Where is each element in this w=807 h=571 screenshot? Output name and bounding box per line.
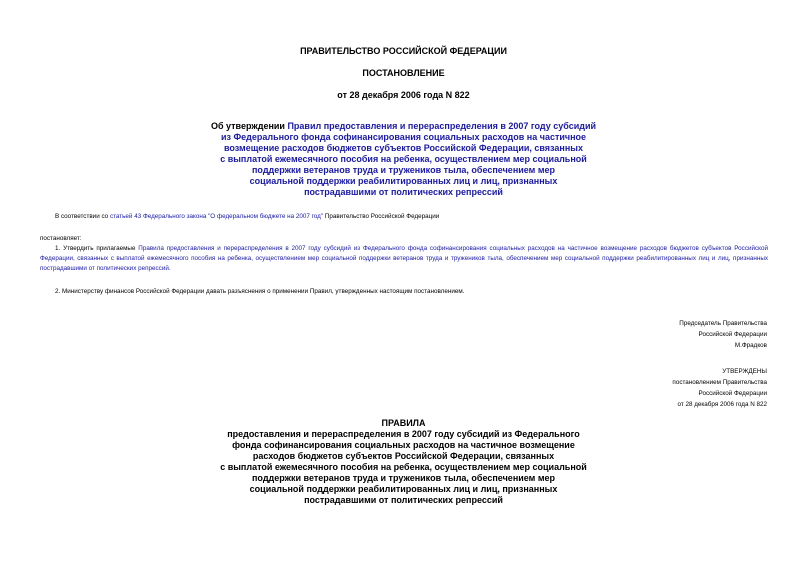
rules-title-line: пострадавшими от политических репрессий [304, 495, 503, 505]
preamble-text: Правительство Российской Федерации [323, 213, 440, 220]
rules-title-line: расходов бюджетов субъектов Российской Федерации, связанных [252, 451, 555, 461]
signature-name: М.Фрадков [734, 342, 767, 349]
law-article-link[interactable]: статьей 43 Федерального закона "О федеральном бюджете на 2007 год" [109, 213, 324, 220]
title-link-line[interactable]: из Федерального фонда софинансирования социальных расходов на частичное [220, 132, 587, 142]
document-type: ПОСТАНОВЛЕНИЕ [362, 68, 445, 78]
rules-title-line: поддержки ветеранов труда и тружеников тыла, обеспечением мер [252, 473, 555, 483]
item-1-text: 1. Утвердить прилагаемые [55, 245, 139, 252]
document-date-number: от 28 декабря 2006 года N 822 [337, 90, 470, 100]
title-link-line[interactable]: поддержки ветеранов труда и тружеников тыла, обеспечением мер [252, 165, 555, 175]
signature-position: Председатель Правительства [679, 320, 767, 327]
title-prefix: Об утверждении [210, 121, 288, 131]
signature-block [679, 318, 767, 351]
title-link-line[interactable]: пострадавшими от политических репрессий [304, 187, 503, 197]
rules-title-line: предоставления и перераспределения в 2007 году субсидий из Федерального [227, 429, 580, 439]
rules-title-line: социальной поддержки реабилитированных лиц и лиц, признанных [249, 484, 558, 494]
title-link-line[interactable]: Правил предоставления и перераспределения в 2007 году субсидий [287, 121, 597, 131]
item-1-text: . [168, 265, 171, 272]
rules-title-line: фонда софинансирования социальных расходов на частичное возмещение [232, 440, 575, 450]
approval-line: Российской Федерации [698, 390, 767, 397]
preamble-text: В соответствии со [55, 213, 110, 220]
title-link-line[interactable]: с выплатой ежемесячного пособия на ребенка, осуществлением мер социальной [220, 154, 587, 164]
title-link-line[interactable]: социальной поддержки реабилитированных лиц и лиц, признанных [249, 176, 558, 186]
approval-line: постановлением Правительства [672, 379, 767, 386]
item-1 [40, 244, 768, 274]
rules-title [0, 429, 807, 506]
document-title [0, 121, 807, 198]
preamble [55, 212, 439, 222]
signature-position: Российской Федерации [698, 331, 767, 338]
rules-heading: ПРАВИЛА [381, 418, 426, 428]
government-heading: ПРАВИТЕЛЬСТВО РОССИЙСКОЙ ФЕДЕРАЦИИ [300, 46, 507, 56]
approval-line: от 28 декабря 2006 года N 822 [677, 401, 767, 408]
approval-line: УТВЕРЖДЕНЫ [722, 368, 767, 375]
title-link-line[interactable]: возмещение расходов бюджетов субъектов Российской Федерации, связанных [224, 143, 583, 153]
approval-stamp [672, 366, 767, 410]
decrees-label: постановляет: [40, 235, 82, 242]
rules-title-line: с выплатой ежемесячного пособия на ребенка, осуществлением мер социальной [220, 462, 587, 472]
rules-link[interactable]: Правила предоставления и перераспределения в 2007 году субсидий из Федерального фонда софинансирования социальных расходов на частичное возмещение расходов бюджетов субъектов Российской Федерации, связанных с выплатой ежемесячного пособия на ребенка, осуществлением мер социальной поддержки ветеранов труда и тружеников тыла, обеспечением мер социальной поддержки реабилитированных лиц и лиц, признанных пострадавшими от политических репрессий [40, 245, 769, 272]
item-2: 2. Министерству финансов Российской Федерации давать разъяснения о применении Правил, утвержденных настоящим постановлением. [55, 288, 465, 295]
